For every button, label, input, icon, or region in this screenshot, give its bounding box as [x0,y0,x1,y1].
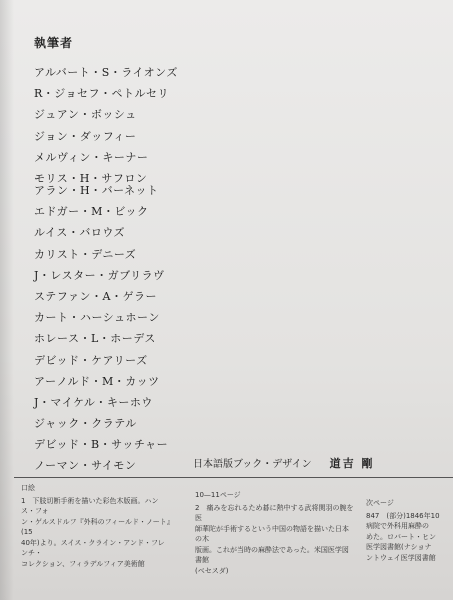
design-credit [193,455,374,471]
contributor-list-group-2 [34,180,168,477]
contributor-name: ステファン・A・ゲラー [34,289,158,303]
contributor-name: カート・ハーシュホーン [34,311,160,325]
contributor-name: メルヴィン・キーナー [34,150,149,164]
caption-line: 1 下肢切断手術を描いた彩色木版画。ハンス・フォ [21,496,159,515]
caption-line: 40年)より。スイス・クライン・アンド・フレンチ・ [21,538,165,557]
contributor-name: アーノルド・M・カッツ [34,374,160,388]
caption-line: 版画。これが当時の麻酔法であった。米国医学図書館 [195,545,349,564]
contributor-name: ノーマン・サイモン [34,459,137,473]
design-credit-role: 日本語版ブック・デザイン [193,459,312,470]
contributor-name: ジュアン・ボッシュ [34,108,137,122]
caption-line: 師華陀が手術するという中国の物語を描いた日本の木 [195,524,349,543]
caption-header: 口絵 [21,484,35,492]
contributor-name: デビッド・B・サッチャー [34,438,169,452]
contributor-name: J・マイケル・キーホウ [34,395,153,409]
caption-line: 847 (部分)1846年10 [366,511,440,520]
contributors-heading: 執筆者 [34,36,74,50]
contributor-name: アラン・H・バーネット [34,184,159,197]
caption-line: コレクション、フィラデルフィア美術館 [21,559,145,568]
caption-line: めた。ロバート・ヒン [366,532,436,541]
contributor-name: モリス・H・サフロン [34,171,148,185]
caption-line: 医学図書館(ナショナ [366,543,432,551]
contributor-name: ジョン・ダッフィー [34,129,137,143]
caption-next-page [366,498,453,563]
caption-line: ントウェイ医学図書館 [366,553,436,562]
contributor-name: J・レスター・ガブリラヴ [34,268,165,282]
contributor-name: デビッド・ケアリーズ [34,353,148,367]
caption-pages-10-11 [195,490,355,576]
caption-line: 2 痛みを忘れるため碁に熱中する武将関羽の腕を医 [195,503,354,522]
contributor-list-group-1 [34,62,178,189]
contributor-name: エドガー・M・ビック [34,205,149,219]
caption-line: 病院で外科用麻酔の [366,522,429,530]
caption-header: 次ページ [366,499,394,507]
caption-line: ン・ゲルスドルフ『外科のフィールド・ノート』(15 [21,517,171,536]
contributor-name: ジャック・クラテル [34,417,137,431]
design-credit-person: 道吉 剛 [329,457,375,470]
contributor-name: R・ジョセフ・ペトルセリ [34,87,170,101]
caption-line: (ベセスダ) [195,566,229,575]
contributor-name: カリスト・デニーズ [34,247,137,261]
caption-header: 10—11ページ [195,491,241,499]
contributor-name: ルイス・バロウズ [34,226,126,240]
contributor-name: アルバート・S・ライオンズ [34,66,178,79]
caption-frontispiece [21,483,171,569]
page-gutter-shadow [0,0,14,600]
contributor-name: ホレース・L・ホーデス [34,332,156,346]
caption-divider [14,477,453,478]
